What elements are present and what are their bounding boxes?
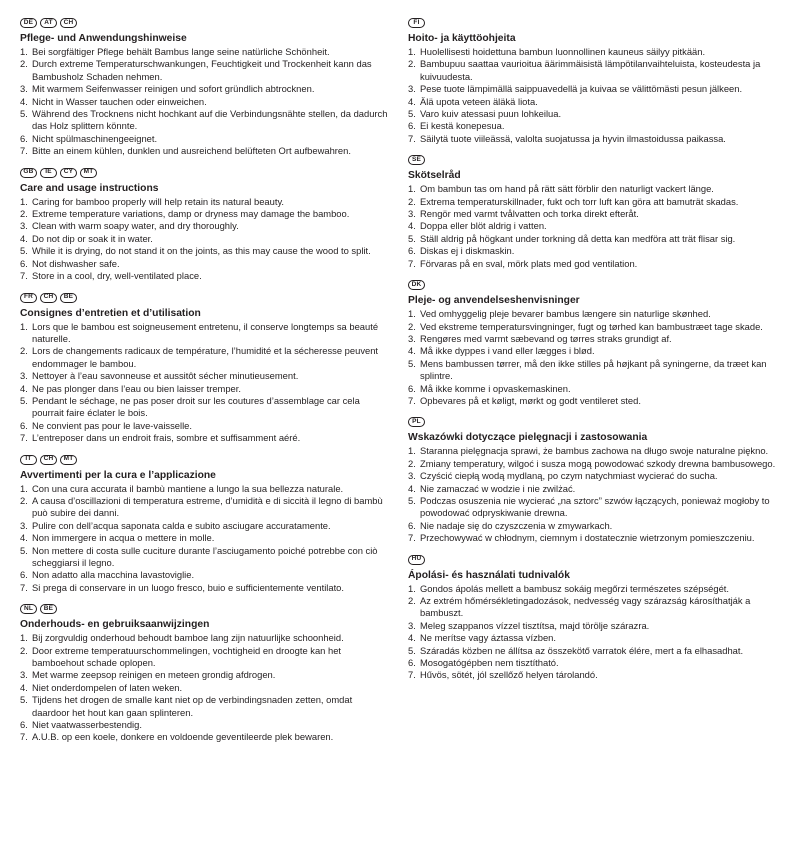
list-item: 6. Not dishwasher safe. [20,258,392,270]
section-it [20,455,392,595]
list-item-text: Con una cura accurata il bambù mantiene a lungo la sua bellezza naturale. [32,482,344,494]
list-item: 3. Meleg szappanos vízzel tisztítsa, majd törölje szárazra. [408,620,786,632]
list-item-text: Niet onderdompelen of laten weken. [32,681,183,693]
section-fi [408,18,786,145]
list-item: 4. Älä upota veteen äläkä liota. [408,96,786,108]
list-item-text: Extrema temperaturskillnader, fukt och torr luft kan göra att bamuträt skadas. [420,195,739,207]
section-heading: Avvertimenti per la cura e l’applicazione [20,469,216,481]
list-item: 5. Während des Trocknens nicht hochkant auf die Verbindungsnähte stellen, da dadurch das Holz splittern könnte. [20,108,392,133]
list-item-text: Bitte an einem kühlen, dunklen und ausreichend belüfteten Ort aufbewahren. [32,145,351,157]
instruction-list [408,445,786,544]
right-column [408,18,786,692]
list-item-text: Non immergere in acqua o mettere in molle. [32,532,215,544]
list-item: 5. Tijdens het drogen de smalle kant niet op de verbindingsnaden zetten, omdat daardoor het hout kan gaan splinteren. [20,694,392,719]
section-gb [20,168,392,283]
list-item-text: Bij zorgvuldig onderhoud behoudt bamboe lang zijn natuurlijke schoonheid. [32,632,344,644]
list-item: 6. Non adatto alla macchina lavastoviglie. [20,569,392,581]
list-item-text: Mens bambussen tørrer, må den ikke stilles på højkant på syningerne, da træet kan splintre. [420,357,767,382]
section-pl [408,417,786,544]
list-item-text: Während des Trocknens nicht hochkant auf die Verbindungsnähte stellen, da dadurch das Holz splittern könnte. [32,108,388,132]
list-item: 5. Podczas osuszenia nie wycierać „na sztorc” szwów łączących, ponieważ mogłoby to powodować odpryskiwanie drewna. [408,495,786,520]
list-item-text: Nettoyer à l’eau savonneuse et aussitôt sécher minutieusement. [32,370,299,382]
list-item-text: Door extreme temperatuurschommelingen, vochtigheid en droogte kan het bamboehout schade oplopen. [32,644,342,669]
list-item-text: Må ikke dyppes i vand eller lægges i blød. [420,345,595,357]
list-item-text: Hűvös, sötét, jól szellőző helyen tárolandó. [420,669,598,681]
list-item: 3. Pulire con dell’acqua saponata calda e subito asciugare accuratamente. [20,520,392,532]
list-item: 2. Bambupuu saattaa vaurioitua äärimmäisistä lämpötilanvaihteluista, kosteudesta ja kuivuudesta. [408,58,786,83]
country-badge: IT [20,455,37,465]
list-item: 4. Non immergere in acqua o mettere in molle. [20,532,392,544]
section-heading: Pleje- og anvendelseshenvisninger [408,295,580,307]
country-badge: DK [408,280,425,290]
list-item-text: Ei kestä konepesua. [420,120,505,132]
list-item: 6. Ei kestä konepesua. [408,120,786,132]
section-heading: Ápolási- és használati tudnivalók [408,569,570,581]
list-item-text: Doppa eller blöt aldrig i vatten. [420,220,547,232]
list-item: 7. Hűvös, sötét, jól szellőző helyen tárolandó. [408,669,786,681]
list-item: 6. Ne convient pas pour le lave-vaisselle. [20,420,392,432]
country-badge: CH [60,18,77,28]
list-item: 5. Pendant le séchage, ne pas poser droit sur les coutures d’assemblage car cela pourrait faire éclater le bois. [20,395,392,420]
section-de [20,18,392,158]
list-item: 4. Doppa eller blöt aldrig i vatten. [408,220,786,232]
list-item-text: Store in a cool, dry, well-ventilated place. [32,270,202,282]
list-item: 2. Extreme temperature variations, damp or dryness may damage the bamboo. [20,208,392,220]
country-badge: BE [60,293,77,303]
list-item: 2. Ved ekstreme temperatursvingninger, fugt og tørhed kan bambustræet tage skade. [408,321,786,333]
left-column [20,18,392,754]
list-item-text: Si prega di conservare in un luogo fresco, buio e sufficientemente ventilato. [32,581,344,593]
list-item: 1. Bij zorgvuldig onderhoud behoudt bamboe lang zijn natuurlijke schoonheid. [20,632,392,644]
list-item: 2. Lors de changements radicaux de température, l’humidité et la sécheresse peuvent endommager le bambou. [20,345,392,370]
section-nl [20,604,392,744]
list-item-text: Om bambun tas om hand på rätt sätt förblir den naturligt vackert länge. [420,183,714,195]
list-item-text: Mit warmem Seifenwasser reinigen und sofort gründlich abtrocknen. [32,83,315,95]
list-item-text: Ved ekstreme temperatursvingninger, fugt og tørhed kan bambustræet tage skade. [420,320,763,332]
list-item: 3. Nettoyer à l’eau savonneuse et aussitôt sécher minutieusement. [20,370,392,382]
country-badge: CY [60,168,77,178]
list-item: 1. Caring for bamboo properly will help retain its natural beauty. [20,196,392,208]
list-item-text: Przechowywać w chłodnym, ciemnym i dostatecznie wietrzonym pomieszczeniu. [420,532,755,544]
country-badges [20,293,392,305]
instruction-list [20,46,392,158]
list-item: 3. Pese tuote lämpimällä saippuavedellä ja kuivaa se välittömästi pesun jälkeen. [408,83,786,95]
list-item: 5. Varo kuiv atessasi puun lohkeilua. [408,108,786,120]
list-item-text: Säilytä tuote viileässä, valolta suojatussa ja hyvin ilmastoidussa paikassa. [420,132,726,144]
country-badges [20,604,392,616]
list-item-text: Ved omhyggelig pleje bevarer bambus længere sin naturlige skønhed. [420,308,711,320]
country-badge: AT [40,18,57,28]
list-item-text: Meleg szappanos vízzel tisztítsa, majd törölje szárazra. [420,619,650,631]
list-item-text: Lors que le bambou est soigneusement entretenu, il conserve longtemps sa beauté naturelle. [32,320,379,344]
list-item: 5. Száradás közben ne állítsa az összekötő varratok élére, mert a fa elhasadhat. [408,645,786,657]
list-item-text: Förvaras på en sval, mörk plats med god ventilation. [420,257,638,269]
list-item-text: A.U.B. op een koele, donkere en voldoende geventileerde plek bewaren. [32,731,334,743]
list-item: 5. Mens bambussen tørrer, må den ikke stilles på højkant på syningerne, da træet kan splintre. [408,358,786,383]
list-item-text: Gondos ápolás mellett a bambusz sokáig megőrzi természetes szépségét. [420,582,730,594]
list-item: 3. Clean with warm soapy water, and dry thoroughly. [20,220,392,232]
section-heading: Consignes d’entretien et d’utilisation [20,307,201,319]
list-item-text: Az extrém hőmérsékletingadozások, nedvesség vagy szárazság károsíthatják a bambuszt. [420,595,751,619]
country-badge: DE [20,18,37,28]
list-item-text: Nie nadaje się do czyszczenia w zmywarkach. [420,519,613,531]
list-item-text: Bei sorgfältiger Pflege behält Bambus lange seine natürliche Schönheit. [32,46,330,57]
list-item: 4. Må ikke dyppes i vand eller lægges i blød. [408,345,786,357]
section-se [408,155,786,270]
instruction-list [408,583,786,682]
list-item-text: Száradás közben ne állítsa az összekötő varratok élére, mert a fa elhasadhat. [420,644,744,656]
instruction-list [20,196,392,283]
list-item: 4. Niet onderdompelen of laten weken. [20,682,392,694]
list-item: 1. Lors que le bambou est soigneusement entretenu, il conserve longtemps sa beauté naturelle. [20,321,392,346]
list-item: 1. Gondos ápolás mellett a bambusz sokáig megőrzi természetes szépségét. [408,583,786,595]
country-badges [20,455,392,467]
instruction-list [408,308,786,407]
list-item: 5. Ställ aldrig på högkant under torkning då detta kan medföra att trät flisar sig. [408,233,786,245]
list-item: 3. Rengör med varmt tvålvatten och torka direkt efteråt. [408,208,786,220]
list-item-text: Älä upota veteen äläkä liota. [420,95,538,107]
section-heading: Care and usage instructions [20,182,159,194]
list-item: 4. Ne pas plonger dans l’eau ou bien laisser tremper. [20,383,392,395]
list-item-text: A causa d’oscillazioni di temperatura estreme, d’umidità e di siccità il legno di bambù può subire dei danni. [32,494,383,519]
list-item: 6. Nie nadaje się do czyszczenia w zmywarkach. [408,520,786,532]
section-heading: Wskazówki dotyczące pielęgnacji i zastosowania [408,432,648,444]
country-badges [408,555,786,567]
country-badge: CH [40,455,57,465]
section-heading: Pflege- und Anwendungshinweise [20,33,187,44]
list-item: 3. Mit warmem Seifenwasser reinigen und sofort gründlich abtrocknen. [20,83,392,95]
list-item: 6. Diskas ej i diskmaskin. [408,245,786,257]
list-item: 2. Zmiany temperatury, wilgoć i susza mogą powodować szkody drewna bambusowego. [408,458,786,470]
instruction-list [408,46,786,145]
list-item: 2. Extrema temperaturskillnader, fukt och torr luft kan göra att bamuträt skadas. [408,196,786,208]
list-item: 7. Si prega di conservare in un luogo fresco, buio e sufficientemente ventilato. [20,582,392,594]
list-item-text: Ne pas plonger dans l’eau ou bien laisser tremper. [32,382,241,394]
section-fr [20,293,392,445]
instruction-list [20,321,392,445]
list-item: 7. L’entreposer dans un endroit frais, sombre et suffisamment aéré. [20,432,392,444]
list-item-text: Varo kuiv atessasi puun lohkeilua. [420,108,562,120]
list-item-text: Pulire con dell’acqua saponata calda e subito asciugare accuratamente. [32,519,331,531]
list-item: 1. Ved omhyggelig pleje bevarer bambus længere sin naturlige skønhed. [408,308,786,320]
list-item: 6. Mosogatógépben nem tisztítható. [408,657,786,669]
list-item-text: Czyścić ciepłą wodą mydlaną, po czym natychmiast wycierać do sucha. [420,470,718,482]
list-item-text: Pendant le séchage, ne pas poser droit sur les coutures d’assemblage car cela pourrait faire éclater le bois. [32,394,360,419]
list-item-text: Opbevares på et køligt, mørkt og godt ventileret sted. [420,394,641,406]
list-item-text: Extreme temperature variations, damp or dryness may damage the bamboo. [32,208,350,220]
list-item-text: Nie zamaczać w wodzie i nie zwilżać. [420,482,576,494]
section-dk [408,280,786,407]
country-badge: FI [408,18,425,28]
list-item: 7. Förvaras på en sval, mörk plats med god ventilation. [408,258,786,270]
country-badge: GB [20,168,37,178]
list-item: 6. Nicht spülmaschinengeeignet. [20,133,392,145]
country-badge: NL [20,604,37,614]
list-item: 3. Czyścić ciepłą wodą mydlaną, po czym natychmiast wycierać do sucha. [408,470,786,482]
country-badge: FR [20,293,37,303]
list-item-text: Not dishwasher safe. [32,257,120,269]
country-badges [408,417,786,429]
country-badge: MT [80,168,97,178]
list-item: 1. Huolellisesti hoidettuna bambun luonnollinen kauneus säilyy pitkään. [408,46,786,58]
list-item-text: Ställ aldrig på högkant under torkning då detta kan medföra att trät flisar sig. [420,232,736,244]
list-item: 3. Met warme zeepsop reinigen en meteen grondig afdrogen. [20,669,392,681]
list-item: 2. Az extrém hőmérsékletingadozások, nedvesség vagy szárazság károsíthatják a bambuszt. [408,595,786,620]
list-item: 4. Nie zamaczać w wodzie i nie zwilżać. [408,483,786,495]
country-badge: BE [40,604,57,614]
list-item: 3. Rengøres med varmt sæbevand og tørres straks grundigt af. [408,333,786,345]
list-item-text: Pese tuote lämpimällä saippuavedellä ja kuivaa se välittömästi pesun jälkeen. [420,83,743,95]
list-item-text: Non adatto alla macchina lavastoviglie. [32,569,195,581]
list-item: 4. Nicht in Wasser tauchen oder einweichen. [20,96,392,108]
list-item-text: Rengör med varmt tvålvatten och torka direkt efteråt. [420,208,639,220]
country-badges [408,280,786,292]
list-item-text: Huolellisesti hoidettuna bambun luonnollinen kauneus säilyy pitkään. [420,46,706,57]
list-item: 1. Om bambun tas om hand på rätt sätt förblir den naturligt vackert länge. [408,183,786,195]
list-item: 1. Staranna pielęgnacja sprawi, że bambus zachowa na długo swoje naturalne piękno. [408,445,786,457]
list-item: 6. Må ikke komme i opvaskemaskinen. [408,383,786,395]
instruction-list [20,483,392,595]
list-item: 6. Niet vaatwasserbestendig. [20,719,392,731]
list-item-text: Tijdens het drogen de smalle kant niet op de verbindingsnaden zetten, omdat daardoor het hout kan gaan splinteren. [32,694,353,718]
list-item: 4. Ne merítse vagy áztassa vízben. [408,632,786,644]
list-item-text: Ne merítse vagy áztassa vízben. [420,632,556,644]
list-item-text: Lors de changements radicaux de température, l’humidité et la sécheresse peuvent endommager le bambou. [32,345,379,369]
list-item-text: Bambupuu saattaa vaurioitua äärimmäisistä lämpötilanvaihteluista, kosteudesta ja kuivuudesta. [420,58,761,82]
country-badge: IE [40,168,57,178]
list-item-text: Niet vaatwasserbestendig. [32,719,142,731]
country-badge: PL [408,417,425,427]
country-badge: CH [40,293,57,303]
instruction-list [20,632,392,744]
list-item: 2. Door extreme temperatuurschommelingen, vochtigheid en droogte kan het bamboehout schade oplopen. [20,645,392,670]
list-item-text: Podczas osuszenia nie wycierać „na sztorc” szwów łączących, ponieważ mogłoby to powodować odpryskiwanie drewna. [420,494,770,519]
list-item-text: Non mettere di costa sulle cuciture durante l’asciugamento poiché potrebbe con ciò scheggiarsi il legno. [32,544,378,568]
country-badge: HU [408,555,425,565]
list-item-text: While it is drying, do not stand it on the joints, as this may cause the wood to split. [32,245,371,257]
list-item-text: Durch extreme Temperaturschwankungen, Feuchtigkeit und Trockenheit kann das Bambusholz Schaden nehmen. [32,58,372,82]
country-badges [20,168,392,180]
list-item-text: Clean with warm soapy water, and dry thoroughly. [32,220,239,232]
section-hu [408,555,786,682]
list-item: 7. A.U.B. op een koele, donkere en voldoende geventileerde plek bewaren. [20,731,392,743]
section-heading: Skötselråd [408,170,461,182]
section-heading: Hoito- ja käyttöohjeita [408,33,516,44]
list-item: 4. Do not dip or soak it in water. [20,233,392,245]
list-item: 1. Bei sorgfältiger Pflege behält Bambus lange seine natürliche Schönheit. [20,46,392,58]
section-heading: Onderhouds- en gebruiksaanwijzingen [20,619,210,631]
list-item: 7. Store in a cool, dry, well-ventilated place. [20,270,392,282]
country-badges [20,18,392,30]
country-badge: MT [60,455,77,465]
list-item-text: Diskas ej i diskmaskin. [420,245,515,257]
list-item: 2. Durch extreme Temperaturschwankungen, Feuchtigkeit und Trockenheit kann das Bambusholz Schaden nehmen. [20,58,392,83]
country-badges [408,18,786,30]
country-badge: SE [408,155,425,165]
list-item-text: Må ikke komme i opvaskemaskinen. [420,382,571,394]
list-item: 7. Opbevares på et køligt, mørkt og godt ventileret sted. [408,395,786,407]
list-item-text: Caring for bamboo properly will help retain its natural beauty. [32,195,285,207]
list-item: 7. Säilytä tuote viileässä, valolta suojatussa ja hyvin ilmastoidussa paikassa. [408,133,786,145]
list-item-text: L’entreposer dans un endroit frais, sombre et suffisamment aéré. [32,432,301,444]
list-item: 7. Bitte an einem kühlen, dunklen und ausreichend belüfteten Ort aufbewahren. [20,145,392,157]
list-item: 5. While it is drying, do not stand it on the joints, as this may cause the wood to split. [20,245,392,257]
country-badges [408,155,786,167]
list-item: 2. A causa d’oscillazioni di temperatura estreme, d’umidità e di siccità il legno di bambù può subire dei danni. [20,495,392,520]
instruction-list [408,183,786,270]
list-item-text: Mosogatógépben nem tisztítható. [420,657,559,669]
list-item-text: Met warme zeepsop reinigen en meteen grondig afdrogen. [32,669,276,681]
list-item-text: Do not dip or soak it in water. [32,232,153,244]
list-item-text: Staranna pielęgnacja sprawi, że bambus zachowa na długo swoje naturalne piękno. [420,445,769,457]
list-item-text: Ne convient pas pour le lave-vaisselle. [32,419,192,431]
list-item: 7. Przechowywać w chłodnym, ciemnym i dostatecznie wietrzonym pomieszczeniu. [408,532,786,544]
list-item-text: Nicht spülmaschinengeeignet. [32,132,158,144]
list-item-text: Zmiany temperatury, wilgoć i susza mogą powodować szkody drewna bambusowego. [420,457,776,469]
list-item: 1. Con una cura accurata il bambù mantiene a lungo la sua bellezza naturale. [20,483,392,495]
list-item-text: Rengøres med varmt sæbevand og tørres straks grundigt af. [420,332,672,344]
list-item-text: Nicht in Wasser tauchen oder einweichen. [32,95,207,107]
list-item: 5. Non mettere di costa sulle cuciture durante l’asciugamento poiché potrebbe con ciò scheggiarsi il legno. [20,545,392,570]
